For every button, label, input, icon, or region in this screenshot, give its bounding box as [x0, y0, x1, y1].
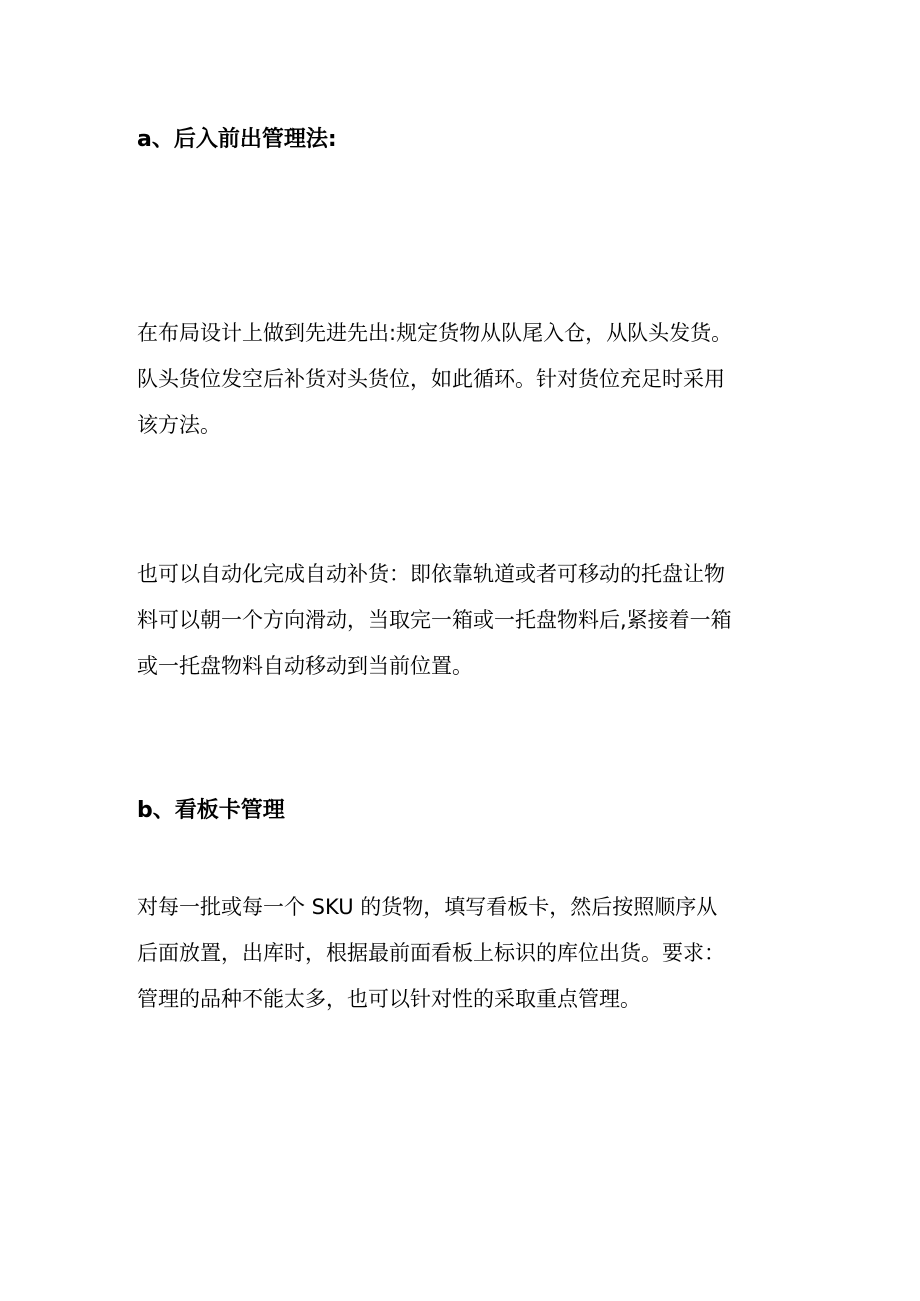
paragraph-line: 队头货位发空后补货对头货位，如此循环。针对货位充足时采用	[137, 367, 725, 391]
paragraph-line: 该方法。	[137, 413, 221, 437]
paragraph-line: 后面放置，出库时，根据最前面看板上标识的库位出货。要求：	[137, 941, 725, 965]
paragraph-line: 或一托盘物料自动移动到当前位置。	[137, 654, 473, 678]
section-a-paragraph-1	[137, 310, 732, 448]
paragraph-line: 管理的品种不能太多，也可以针对性的采取重点管理。	[137, 987, 641, 1011]
paragraph-line: 在布局设计上做到先进先出:规定货物从队尾入仓，从队头发货。	[137, 321, 733, 345]
section-b-paragraph-1	[137, 884, 725, 1022]
section-a-heading: a、后入前出管理法:	[137, 127, 337, 152]
paragraph-line: 也可以自动化完成自动补货：即依靠轨道或者可移动的托盘让物	[137, 562, 725, 586]
paragraph-line: 料可以朝一个方向滑动，当取完一箱或一托盘物料后,紧接着一箱	[137, 608, 732, 632]
paragraph-line: 对每一批或每一个 SKU 的货物，填写看板卡，然后按照顺序从	[137, 895, 718, 919]
section-b-heading: b、看板卡管理	[137, 798, 285, 823]
section-a-paragraph-2	[137, 551, 732, 689]
